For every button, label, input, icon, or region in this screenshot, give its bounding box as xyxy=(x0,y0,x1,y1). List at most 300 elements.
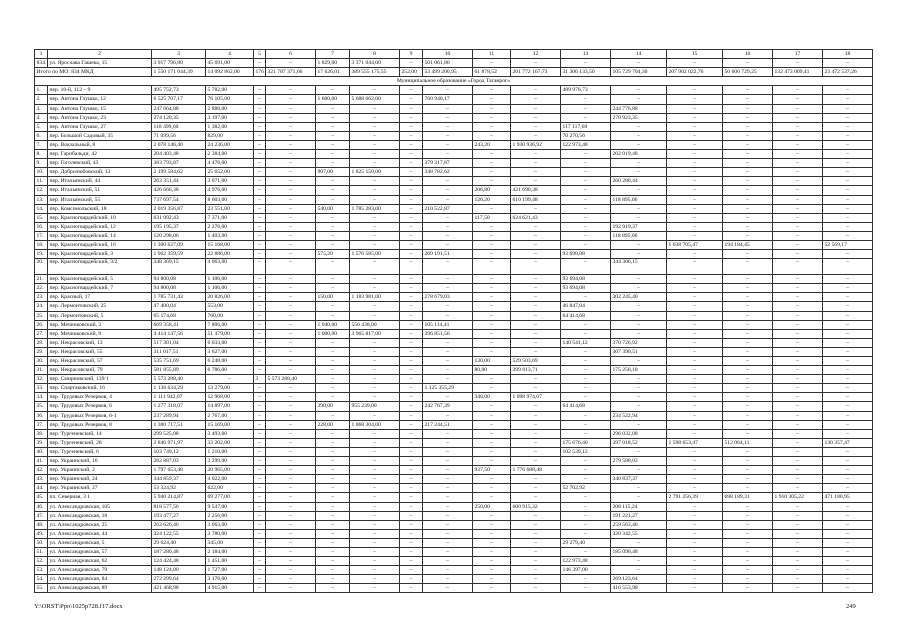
value-cell: 20 826,00 xyxy=(206,293,254,302)
value-cell: – xyxy=(350,113,400,122)
value-cell: 5 573 288,40 xyxy=(152,375,206,384)
address-cell: пер. Гарибальди, 42 xyxy=(48,150,152,159)
value-cell: 105 729 704,30 xyxy=(611,68,667,77)
value-cell: – xyxy=(350,104,400,113)
value-cell: – xyxy=(667,284,723,293)
address-cell: пер. Красногвардейский, 3/2 xyxy=(48,259,152,275)
value-cell: – xyxy=(773,584,823,593)
value-cell: – xyxy=(511,529,561,538)
table-row xyxy=(35,213,873,222)
value-cell: – xyxy=(400,402,423,411)
value-cell: 397 018,52 xyxy=(611,438,667,447)
value-cell: – xyxy=(773,293,823,302)
value-cell: 24 236,00 xyxy=(206,140,254,149)
value-cell: 204 403,48 xyxy=(152,150,206,159)
value-cell: – xyxy=(823,159,873,168)
value-cell: 202 019,48 xyxy=(611,150,667,159)
value-cell: – xyxy=(400,293,423,302)
row-number-cell: 16. xyxy=(35,222,48,231)
value-cell: – xyxy=(667,204,723,213)
row-number-cell: 32. xyxy=(35,375,48,384)
value-cell: – xyxy=(254,329,266,338)
row-number-cell: 15. xyxy=(35,213,48,222)
value-cell: – xyxy=(423,186,473,195)
value-cell: 5 xyxy=(254,50,266,59)
address-cell: пер. Итальянский, 55 xyxy=(48,195,152,204)
value-cell: – xyxy=(400,284,423,293)
value-cell: – xyxy=(254,240,266,249)
value-cell: 53 499 200,95 xyxy=(423,68,473,77)
value-cell: 18 xyxy=(823,50,873,59)
value-cell: – xyxy=(723,575,773,584)
value-cell: – xyxy=(400,566,423,575)
value-cell: – xyxy=(511,204,561,213)
value-cell: 348 369,15 xyxy=(152,259,206,275)
row-number-cell: 28. xyxy=(35,338,48,347)
address-cell: ул. Александровская, 5 xyxy=(48,538,152,547)
address-cell: пер. 10-й, 112 – 9 xyxy=(48,86,152,95)
value-cell: – xyxy=(254,250,266,259)
value-cell: – xyxy=(350,86,400,95)
value-cell: – xyxy=(316,438,350,447)
value-cell: – xyxy=(266,584,316,593)
value-cell: – xyxy=(511,159,561,168)
value-cell: – xyxy=(667,140,723,149)
value-cell: – xyxy=(611,159,667,168)
value-cell: 3 780,00 xyxy=(206,529,254,538)
value-cell: 94 800,08 xyxy=(152,284,206,293)
value-cell: – xyxy=(611,122,667,131)
row-number-cell: 34. xyxy=(35,393,48,402)
value-cell: – xyxy=(667,150,723,159)
value-cell: – xyxy=(561,475,611,484)
value-cell: – xyxy=(316,502,350,511)
table-row xyxy=(35,195,873,204)
value-cell: – xyxy=(423,347,473,356)
value-cell: – xyxy=(611,320,667,329)
address-cell: ул. Александровская, 25 xyxy=(48,520,152,529)
value-cell: – xyxy=(266,302,316,311)
table-row xyxy=(35,493,873,502)
value-cell: – xyxy=(511,150,561,159)
table-row xyxy=(35,557,873,566)
value-cell: – xyxy=(316,86,350,95)
value-cell: 132 473 009,41 xyxy=(773,68,823,77)
value-cell: – xyxy=(350,393,400,402)
value-cell: – xyxy=(611,447,667,456)
value-cell: 105 114,41 xyxy=(423,320,473,329)
value-cell: – xyxy=(254,566,266,575)
table-row xyxy=(35,122,873,131)
value-cell: – xyxy=(423,104,473,113)
value-cell: – xyxy=(316,113,350,122)
value-cell: 46 847,04 xyxy=(561,302,611,311)
value-cell: – xyxy=(561,493,611,502)
value-cell: 5 782,00 xyxy=(206,86,254,95)
value-cell: – xyxy=(423,529,473,538)
value-cell: 6 xyxy=(266,50,316,59)
value-cell: – xyxy=(473,511,511,520)
value-cell: 5 940 214,87 xyxy=(152,493,206,502)
value-cell: 3 xyxy=(152,50,206,59)
value-cell: 698 189,31 xyxy=(723,493,773,502)
value-cell: 31 306 133,50 xyxy=(561,68,611,77)
value-cell: – xyxy=(823,59,873,68)
value-cell: – xyxy=(773,411,823,420)
value-cell: – xyxy=(511,131,561,140)
value-cell: – xyxy=(350,284,400,293)
value-cell: – xyxy=(266,222,316,231)
row-number-cell: 5. xyxy=(35,122,48,131)
value-cell: – xyxy=(667,104,723,113)
value-cell: 1 300 627,09 xyxy=(152,240,206,249)
value-cell: – xyxy=(266,484,316,493)
value-cell: 2 276,00 xyxy=(206,222,254,231)
value-cell: – xyxy=(773,104,823,113)
value-cell: 64 414,68 xyxy=(561,402,611,411)
value-cell: – xyxy=(423,457,473,466)
value-cell: – xyxy=(400,86,423,95)
value-cell: – xyxy=(723,420,773,429)
value-cell: 622,00 xyxy=(206,484,254,493)
value-cell: – xyxy=(823,259,873,275)
address-cell: пер. Некрасовский, 55 xyxy=(48,347,152,356)
table-row xyxy=(35,302,873,311)
value-cell: – xyxy=(511,59,561,68)
value-cell: – xyxy=(266,411,316,420)
value-cell: – xyxy=(773,520,823,529)
value-cell: 1 106,00 xyxy=(206,275,254,284)
value-cell: – xyxy=(423,466,473,475)
value-cell: – xyxy=(316,302,350,311)
value-cell: – xyxy=(350,566,400,575)
value-cell: – xyxy=(316,384,350,393)
value-cell: – xyxy=(511,438,561,447)
value-cell: 3 627,00 xyxy=(206,347,254,356)
value-cell: – xyxy=(511,231,561,240)
value-cell: – xyxy=(266,131,316,140)
value-cell: – xyxy=(561,502,611,511)
value-cell: – xyxy=(823,275,873,284)
value-cell: 270 923,35 xyxy=(611,113,667,122)
value-cell: – xyxy=(266,113,316,122)
value-cell: – xyxy=(266,275,316,284)
table-row xyxy=(35,347,873,356)
table-row xyxy=(35,104,873,113)
value-cell: – xyxy=(423,131,473,140)
row-number-cell: 17. xyxy=(35,231,48,240)
value-cell: – xyxy=(823,302,873,311)
value-cell: 383 793,87 xyxy=(152,159,206,168)
value-cell: – xyxy=(823,447,873,456)
value-cell: – xyxy=(423,538,473,547)
address-cell: ул. Александровская, 79 xyxy=(48,566,152,575)
table-row xyxy=(35,329,873,338)
value-cell: 529 503,69 xyxy=(511,357,561,366)
value-cell: 217 244,51 xyxy=(423,420,473,429)
value-cell: – xyxy=(400,511,423,520)
value-cell: 1 829,00 xyxy=(316,59,350,68)
value-cell: – xyxy=(561,150,611,159)
value-cell: – xyxy=(723,104,773,113)
table-row xyxy=(35,168,873,177)
value-cell: – xyxy=(473,457,511,466)
value-cell: – xyxy=(823,95,873,104)
value-cell: – xyxy=(254,204,266,213)
value-cell: – xyxy=(400,159,423,168)
value-cell: 3 176,00 xyxy=(206,575,254,584)
value-cell: – xyxy=(254,122,266,131)
value-cell: – xyxy=(423,429,473,438)
value-cell: – xyxy=(400,384,423,393)
value-cell: – xyxy=(423,547,473,556)
value-cell: – xyxy=(561,511,611,520)
value-cell: – xyxy=(266,159,316,168)
value-cell: 1 138 634,29 xyxy=(152,384,206,393)
value-cell: 252,00 xyxy=(400,68,423,77)
value-cell: – xyxy=(400,59,423,68)
value-cell: 8 xyxy=(350,50,400,59)
value-cell: – xyxy=(773,484,823,493)
value-cell: – xyxy=(723,384,773,393)
value-cell: – xyxy=(561,457,611,466)
value-cell: – xyxy=(254,159,266,168)
value-cell: 117,50 xyxy=(473,213,511,222)
value-cell: – xyxy=(316,538,350,547)
value-cell: – xyxy=(254,457,266,466)
municipal-title-row xyxy=(35,77,873,86)
value-cell: – xyxy=(561,384,611,393)
value-cell: – xyxy=(667,484,723,493)
row-number-cell: 31. xyxy=(35,366,48,375)
value-cell: – xyxy=(473,159,511,168)
value-cell: – xyxy=(561,240,611,249)
value-cell: – xyxy=(254,104,266,113)
value-cell: – xyxy=(773,150,823,159)
value-cell: – xyxy=(350,357,400,366)
value-cell: 69 277,00 xyxy=(206,493,254,502)
value-cell: – xyxy=(423,393,473,402)
column-number-row xyxy=(35,50,873,59)
value-cell: – xyxy=(423,302,473,311)
value-cell: – xyxy=(823,140,873,149)
value-cell: 4 915,00 xyxy=(206,584,254,593)
value-cell: – xyxy=(423,438,473,447)
row-number-cell: Итого по МО: 834 МКД xyxy=(35,68,152,77)
row-number-cell: 1. xyxy=(35,86,48,95)
value-cell: 379 317,87 xyxy=(423,159,473,168)
address-cell: пер. Смирновский, 139/1 xyxy=(48,375,152,384)
value-cell: – xyxy=(667,538,723,547)
value-cell: – xyxy=(823,538,873,547)
value-cell: – xyxy=(316,177,350,186)
value-cell: – xyxy=(723,186,773,195)
value-cell: 340 837,37 xyxy=(611,475,667,484)
value-cell: – xyxy=(254,520,266,529)
value-cell: – xyxy=(400,104,423,113)
row-number-cell: 2. xyxy=(35,95,48,104)
value-cell: – xyxy=(254,177,266,186)
value-cell: – xyxy=(723,302,773,311)
value-cell: – xyxy=(723,275,773,284)
value-cell: – xyxy=(723,222,773,231)
value-cell: – xyxy=(254,131,266,140)
value-cell: – xyxy=(473,113,511,122)
value-cell: – xyxy=(350,347,400,356)
value-cell: – xyxy=(316,150,350,159)
value-cell: – xyxy=(611,240,667,249)
value-cell: – xyxy=(773,222,823,231)
value-cell: – xyxy=(823,575,873,584)
value-cell: – xyxy=(423,122,473,131)
value-cell: – xyxy=(667,529,723,538)
table-row xyxy=(35,520,873,529)
value-cell: 390,00 xyxy=(316,402,350,411)
table-row xyxy=(35,484,873,493)
value-cell: – xyxy=(350,259,400,275)
value-cell: 669 358,41 xyxy=(152,320,206,329)
value-cell: 2 384,00 xyxy=(206,150,254,159)
address-cell: пер. Украинский, 2 xyxy=(48,466,152,475)
value-cell: – xyxy=(773,557,823,566)
value-cell: – xyxy=(423,557,473,566)
address-cell: пер. Лермонтовский, 5 xyxy=(48,311,152,320)
value-cell: – xyxy=(773,357,823,366)
value-cell: 907,00 xyxy=(316,168,350,177)
value-cell: – xyxy=(350,584,400,593)
value-cell: – xyxy=(254,140,266,149)
value-cell: – xyxy=(266,150,316,159)
value-cell: – xyxy=(823,411,873,420)
value-cell: – xyxy=(423,213,473,222)
value-cell: – xyxy=(511,95,561,104)
value-cell: – xyxy=(667,259,723,275)
value-cell: – xyxy=(667,393,723,402)
value-cell: 2 078 146,40 xyxy=(152,140,206,149)
value-cell: – xyxy=(667,231,723,240)
value-cell: – xyxy=(266,284,316,293)
table-row xyxy=(35,338,873,347)
value-cell: – xyxy=(473,329,511,338)
value-cell: – xyxy=(473,275,511,284)
value-cell: – xyxy=(423,86,473,95)
table-row xyxy=(35,393,873,402)
value-cell: – xyxy=(511,584,561,593)
value-cell: 260 280,44 xyxy=(611,177,667,186)
table-row xyxy=(35,293,873,302)
value-cell: – xyxy=(723,284,773,293)
value-cell: – xyxy=(400,204,423,213)
value-cell: – xyxy=(266,357,316,366)
value-cell: – xyxy=(266,420,316,429)
value-cell: 1 727,00 xyxy=(206,566,254,575)
row-number-cell: 25. xyxy=(35,311,48,320)
value-cell: – xyxy=(773,502,823,511)
table-row xyxy=(35,222,873,231)
table-row xyxy=(35,375,873,384)
row-number-cell: 51. xyxy=(35,547,48,556)
value-cell: – xyxy=(400,213,423,222)
value-cell: – xyxy=(667,557,723,566)
value-cell: – xyxy=(254,113,266,122)
value-cell: – xyxy=(423,113,473,122)
value-cell: – xyxy=(266,240,316,249)
value-cell: 274 120,35 xyxy=(152,113,206,122)
value-cell: – xyxy=(723,511,773,520)
row-number-cell: 11. xyxy=(35,177,48,186)
value-cell: – xyxy=(350,140,400,149)
address-cell: пер. Красный, 17 xyxy=(48,293,152,302)
value-cell: – xyxy=(350,475,400,484)
value-cell: – xyxy=(266,511,316,520)
table-row xyxy=(35,320,873,329)
value-cell: – xyxy=(823,150,873,159)
value-cell: – xyxy=(266,520,316,529)
value-cell: 2 791 256,39 xyxy=(667,493,723,502)
value-cell: – xyxy=(723,113,773,122)
value-cell: 1 040,00 xyxy=(316,320,350,329)
value-cell: – xyxy=(266,393,316,402)
address-cell: пер. Трудовых Резервов, 4 xyxy=(48,393,152,402)
total-row xyxy=(35,68,873,77)
address-cell: пер. Красногвардейский, 3 xyxy=(48,250,152,259)
address-cell: пер. Тургеневский, 6 xyxy=(48,447,152,456)
value-cell: 760,00 xyxy=(206,311,254,320)
value-cell: – xyxy=(400,520,423,529)
value-cell: – xyxy=(316,457,350,466)
value-cell: – xyxy=(667,547,723,556)
value-cell: – xyxy=(254,384,266,393)
value-cell: 1 600,00 xyxy=(316,95,350,104)
value-cell: 581 855,89 xyxy=(152,366,206,375)
value-cell: – xyxy=(473,59,511,68)
address-cell: ул. Александровская, 89 xyxy=(48,584,152,593)
value-cell: – xyxy=(254,429,266,438)
value-cell: – xyxy=(773,538,823,547)
value-cell: – xyxy=(823,222,873,231)
table-row xyxy=(35,366,873,375)
value-cell: – xyxy=(350,384,400,393)
value-cell: – xyxy=(266,529,316,538)
value-cell: 282 887,03 xyxy=(152,457,206,466)
value-cell: – xyxy=(400,584,423,593)
value-cell: – xyxy=(350,231,400,240)
value-cell: – xyxy=(423,475,473,484)
value-cell: – xyxy=(823,204,873,213)
value-cell: 11 xyxy=(473,50,511,59)
value-cell: – xyxy=(773,240,823,249)
value-cell: 1 068 304,00 xyxy=(350,420,400,429)
value-cell: – xyxy=(823,131,873,140)
value-cell: – xyxy=(254,475,266,484)
value-cell: – xyxy=(611,329,667,338)
value-cell: – xyxy=(266,384,316,393)
value-cell: – xyxy=(254,311,266,320)
value-cell: 247 664,88 xyxy=(152,104,206,113)
table-row xyxy=(35,584,873,593)
value-cell: – xyxy=(400,302,423,311)
row-number-cell: 48. xyxy=(35,520,48,529)
value-cell: 1 785 283,00 xyxy=(350,204,400,213)
value-cell: – xyxy=(773,311,823,320)
value-cell: 47 400,04 xyxy=(152,302,206,311)
value-cell: – xyxy=(667,113,723,122)
value-cell: – xyxy=(266,566,316,575)
page-number: 249 xyxy=(846,603,856,610)
value-cell: – xyxy=(511,240,561,249)
value-cell: – xyxy=(511,275,561,284)
value-cell: 278 679,03 xyxy=(423,293,473,302)
